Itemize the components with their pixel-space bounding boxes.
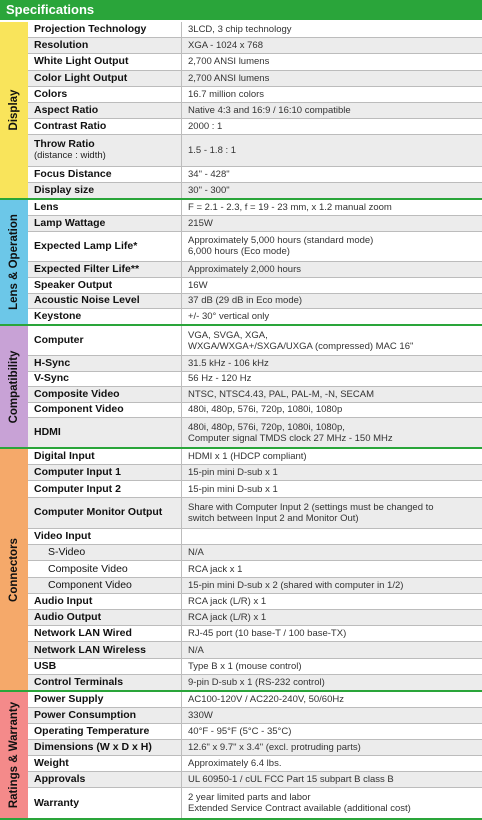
spec-label: Digital Input xyxy=(28,449,182,464)
spec-value: F = 2.1 - 2.3, f = 19 - 23 mm, x 1.2 manual zoom xyxy=(188,201,392,213)
spec-value: 37 dB (29 dB in Eco mode) xyxy=(188,295,303,307)
spec-row xyxy=(28,498,482,529)
spec-row xyxy=(28,200,482,216)
spec-label: Expected Filter Life** xyxy=(28,262,182,277)
section-connectors xyxy=(0,449,482,690)
spec-label: Lens xyxy=(28,200,182,215)
spec-value: 215W xyxy=(188,217,213,229)
spec-label: H-Sync xyxy=(28,356,182,371)
spec-row xyxy=(28,183,482,198)
spec-row xyxy=(28,659,482,675)
spec-label: Color Light Output xyxy=(28,71,182,86)
spec-value: Approximately 5,000 hours (standard mode) 6,000 hours (Eco mode) xyxy=(188,235,374,258)
spec-label: HDMI xyxy=(28,418,182,447)
spec-row xyxy=(28,103,482,119)
spec-row xyxy=(28,38,482,54)
spec-row xyxy=(28,756,482,772)
spec-value: RJ-45 port (10 base-T / 100 base-TX) xyxy=(188,628,347,640)
spec-row xyxy=(28,119,482,135)
spec-value: 30" - 300" xyxy=(188,184,230,196)
spec-value: 40°F - 95°F (5°C - 35°C) xyxy=(188,726,292,737)
spec-value: 480i, 480p, 576i, 720p, 1080i, 1080p xyxy=(188,404,343,416)
section-label-text: Display xyxy=(8,89,20,131)
spec-label: Aspect Ratio xyxy=(28,103,182,118)
spec-label: Computer Monitor Output xyxy=(28,498,182,528)
spec-value: NTSC, NTSC4.43, PAL, PAL-M, -N, SECAM xyxy=(188,388,374,400)
spec-label: Expected Lamp Life* xyxy=(28,232,182,262)
spec-row xyxy=(28,642,482,658)
spec-value: UL 60950-1 / cUL FCC Part 15 subpart B class B xyxy=(188,774,394,785)
spec-label: Contrast Ratio xyxy=(28,119,182,134)
spec-label: Speaker Output xyxy=(28,278,182,293)
spec-value: 330W xyxy=(188,710,213,721)
spec-label: Dimensions (W x D x H) xyxy=(28,740,182,755)
spec-value: 31.5 kHz - 106 kHz xyxy=(188,357,269,369)
section-label-text: Lens & Operation xyxy=(8,214,20,310)
spec-value: 480i, 480p, 576i, 720p, 1080i, 1080p, Computer signal TMDS clock 27 MHz - 150 MHz xyxy=(188,421,393,444)
spec-row xyxy=(28,403,482,419)
spec-value: RCA jack (L/R) x 1 xyxy=(188,612,267,624)
spec-row xyxy=(28,708,482,724)
spec-label: Lamp Wattage xyxy=(28,216,182,231)
spec-row xyxy=(28,578,482,594)
section-ratings-warranty xyxy=(0,692,482,818)
spec-row xyxy=(28,326,482,356)
spec-label: Warranty xyxy=(28,788,182,818)
spec-row xyxy=(28,232,482,263)
spec-row xyxy=(28,692,482,708)
spec-value: Type B x 1 (mouse control) xyxy=(188,660,302,672)
spec-label: Composite Video xyxy=(28,561,182,576)
spec-value: 2,700 ANSI lumens xyxy=(188,56,270,68)
spec-value: +/- 30° vertical only xyxy=(188,311,270,323)
section-label-text: Compatibility xyxy=(8,350,20,423)
section-label-text: Ratings & Warranty xyxy=(8,701,20,809)
section-lens-operation xyxy=(0,200,482,324)
spec-value: 3LCD, 3 chip technology xyxy=(188,24,292,36)
section-label-text: Connectors xyxy=(8,537,20,602)
section-label xyxy=(0,326,28,447)
spec-row xyxy=(28,418,482,447)
section-label xyxy=(0,22,28,198)
spec-row xyxy=(28,529,482,545)
spec-row xyxy=(28,481,482,497)
section-label xyxy=(0,692,28,818)
spec-label: Network LAN Wired xyxy=(28,626,182,641)
spec-label-note: (distance : width) xyxy=(34,150,106,162)
spec-value: 15-pin mini D-sub x 1 xyxy=(188,467,278,479)
spec-label: Audio Output xyxy=(28,610,182,625)
spec-label: S-Video xyxy=(28,545,182,560)
spec-row xyxy=(28,71,482,87)
spec-value: AC100-120V / AC220-240V, 50/60Hz xyxy=(188,694,344,705)
spec-row xyxy=(28,22,482,38)
spec-label: Throw Ratio (distance : width) xyxy=(28,135,182,165)
spec-row xyxy=(28,465,482,481)
spec-row xyxy=(28,216,482,232)
spec-label: Computer Input 1 xyxy=(28,465,182,480)
spec-row xyxy=(28,724,482,740)
spec-label: Approvals xyxy=(28,772,182,787)
spec-label: Video Input xyxy=(28,529,182,544)
spec-value: 9-pin D-sub x 1 (RS-232 control) xyxy=(188,676,325,688)
spec-label: Display size xyxy=(28,183,182,198)
section-compatibility xyxy=(0,326,482,447)
spec-value: RCA jack x 1 xyxy=(188,563,243,575)
spec-label: Computer Input 2 xyxy=(28,481,182,496)
spec-row xyxy=(28,740,482,756)
spec-label: Colors xyxy=(28,87,182,102)
spec-label: Computer xyxy=(28,326,182,355)
spec-value: 16.7 million colors xyxy=(188,88,265,100)
spec-label: USB xyxy=(28,659,182,674)
spec-value: VGA, SVGA, XGA, WXGA/WXGA+/SXGA/UXGA (compressed) MAC 16" xyxy=(188,329,414,352)
section-label xyxy=(0,200,28,324)
spec-value: Approximately 2,000 hours xyxy=(188,263,302,275)
spec-row xyxy=(28,372,482,388)
spec-value: 56 Hz - 120 Hz xyxy=(188,373,252,385)
spec-row xyxy=(28,309,482,324)
spec-row xyxy=(28,772,482,788)
spec-value: N/A xyxy=(188,644,204,656)
spec-row xyxy=(28,294,482,310)
spec-row xyxy=(28,561,482,577)
spec-label: Component Video xyxy=(28,578,182,593)
spec-value: 15-pin mini D-sub x 2 (shared with computer in 1/2) xyxy=(188,579,404,591)
spec-row xyxy=(28,545,482,561)
spec-label: Operating Temperature xyxy=(28,724,182,739)
spec-value: 2000 : 1 xyxy=(188,121,223,133)
spec-value xyxy=(182,529,482,544)
spec-label: Composite Video xyxy=(28,387,182,402)
spec-value: 2,700 ANSI lumens xyxy=(188,72,270,84)
spec-value: 34" - 428" xyxy=(188,168,230,180)
spec-row xyxy=(28,387,482,403)
spec-label: Network LAN Wireless xyxy=(28,642,182,657)
spec-row xyxy=(28,594,482,610)
spec-label: Keystone xyxy=(28,309,182,324)
spec-value: 12.6" x 9.7" x 3.4" (excl. protruding parts) xyxy=(188,742,361,753)
spec-label: White Light Output xyxy=(28,54,182,69)
spec-value: HDMI x 1 (HDCP compliant) xyxy=(188,451,307,463)
spec-value: 16W xyxy=(188,279,208,291)
spec-row xyxy=(28,610,482,626)
spec-row xyxy=(28,675,482,690)
spec-label: Acoustic Noise Level xyxy=(28,294,182,309)
spec-value: Share with Computer Input 2 (settings must be changed to switch between Input 2 and Monitor Out) xyxy=(188,501,434,524)
spec-value: N/A xyxy=(188,547,204,559)
spec-row xyxy=(28,356,482,372)
spec-label: Control Terminals xyxy=(28,675,182,690)
spec-label: V-Sync xyxy=(28,372,182,387)
spec-value: RCA jack (L/R) x 1 xyxy=(188,595,267,607)
spec-row xyxy=(28,449,482,465)
spec-label: Power Consumption xyxy=(28,708,182,723)
spec-label: Power Supply xyxy=(28,692,182,707)
spec-row xyxy=(28,54,482,70)
spec-value: XGA - 1024 x 768 xyxy=(188,40,263,52)
spec-label: Projection Technology xyxy=(28,22,182,37)
spec-label: Audio Input xyxy=(28,594,182,609)
spec-value: Approximately 6.4 lbs. xyxy=(188,758,282,769)
spec-row xyxy=(28,626,482,642)
spec-row xyxy=(28,167,482,183)
spec-row xyxy=(28,788,482,818)
spec-row xyxy=(28,135,482,166)
spec-label: Focus Distance xyxy=(28,167,182,182)
spec-value: 1.5 - 1.8 : 1 xyxy=(188,144,237,156)
section-display xyxy=(0,22,482,198)
spec-label: Resolution xyxy=(28,38,182,53)
spec-label: Weight xyxy=(28,756,182,771)
section-label xyxy=(0,449,28,690)
spec-row xyxy=(28,262,482,278)
spec-value: 15-pin mini D-sub x 1 xyxy=(188,483,278,495)
spec-row xyxy=(28,278,482,294)
page-title: Specifications xyxy=(0,0,482,20)
spec-label: Component Video xyxy=(28,403,182,418)
spec-value: Native 4:3 and 16:9 / 16:10 compatible xyxy=(188,105,351,117)
spec-value: 2 year limited parts and labor Extended Service Contract available (additional cost) xyxy=(188,792,411,814)
spec-row xyxy=(28,87,482,103)
